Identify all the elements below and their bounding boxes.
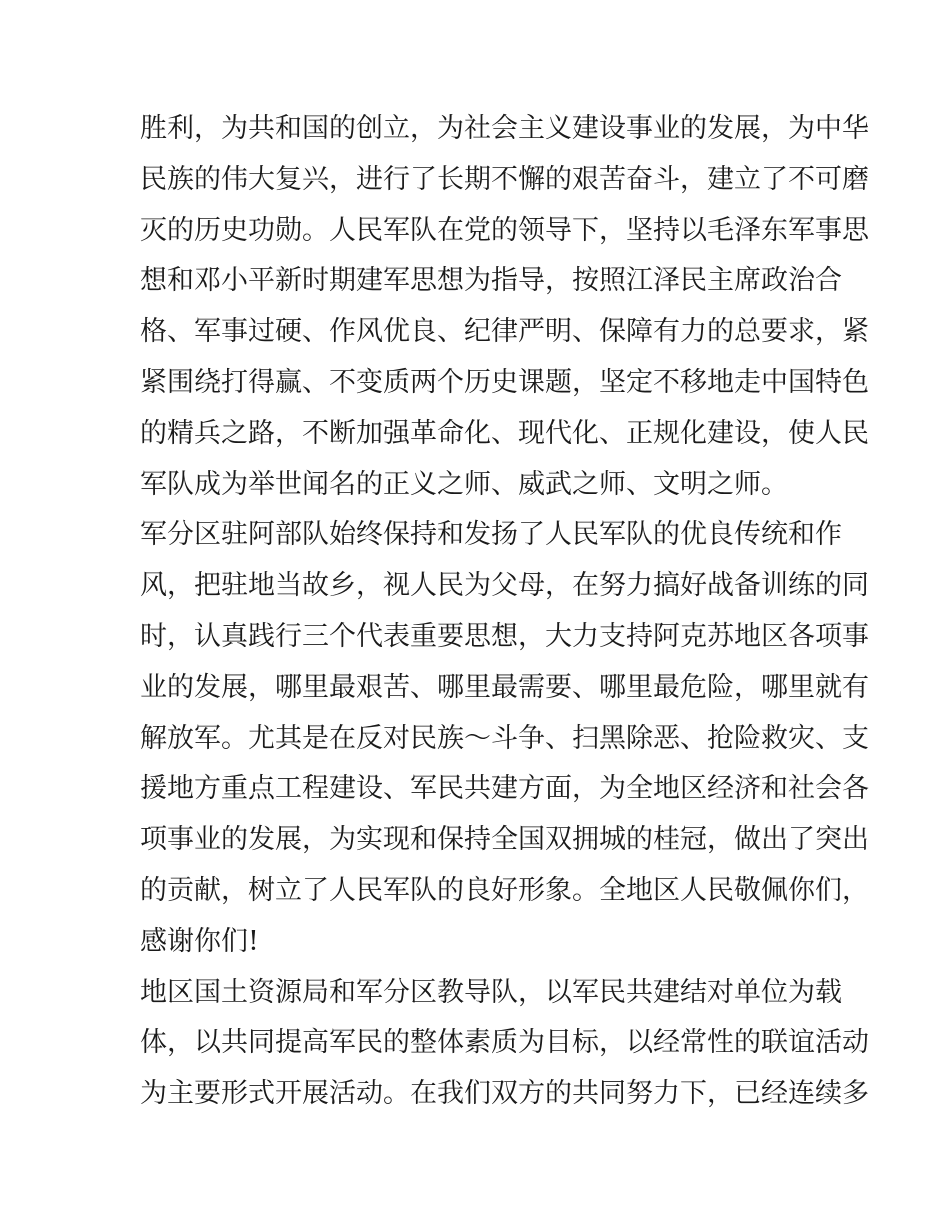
body-text bbox=[140, 104, 869, 1120]
text-line: 体，以共同提高军民的整体素质为目标，以经常性的联谊活动 bbox=[140, 1027, 869, 1059]
text-line: 灭的历史功勋。人民军队在党的领导下，坚持以毛泽东军事思 bbox=[140, 214, 869, 246]
text-line: 时，认真践行三个代表重要思想，大力支持阿克苏地区各项事 bbox=[140, 620, 869, 652]
text-line: 胜利，为共和国的创立，为社会主义建设事业的发展，为中华 bbox=[140, 113, 869, 144]
text-line: 业的发展，哪里最艰苦、哪里最需要、哪里最危险，哪里就有 bbox=[140, 671, 869, 703]
text-line: 民族的伟大复兴，进行了长期不懈的艰苦奋斗，建立了不可磨 bbox=[140, 163, 869, 195]
text-line: 项事业的发展，为实现和保持全国双拥城的桂冠，做出了突出 bbox=[140, 824, 869, 856]
text-line: 风，把驻地当故乡，视人民为父母，在努力搞好战备训练的同 bbox=[140, 570, 869, 602]
text-line: 为主要形式开展活动。在我们双方的共同努力下，已经连续多 bbox=[140, 1078, 869, 1110]
text-line: 援地方重点工程建设、军民共建方面，为全地区经济和社会各 bbox=[140, 773, 869, 805]
text-line: 感谢你们! bbox=[140, 925, 259, 957]
text-line: 的贡献，树立了人民军队的良好形象。全地区人民敬佩你们， bbox=[140, 874, 869, 906]
text-line: 紧围绕打得赢、不变质两个历史课题，坚定不移地走中国特色 bbox=[140, 366, 869, 398]
text-line: 的精兵之路，不断加强革命化、现代化、正规化建设，使人民 bbox=[140, 417, 869, 449]
text-line: 想和邓小平新时期建军思想为指导，按照江泽民主席政治合 bbox=[140, 265, 842, 297]
text-line: 格、军事过硬、作风优良、纪律严明、保障有力的总要求，紧 bbox=[140, 316, 869, 348]
text-line: 军分区驻阿部队始终保持和发扬了人民军队的优良传统和作 bbox=[140, 519, 842, 551]
text-line: 军队成为举世闻名的正义之师、威武之师、文明之师。 bbox=[140, 468, 788, 500]
text-line: 解放军。尤其是在反对民族～斗争、扫黑除恶、抢险救灾、支 bbox=[140, 722, 869, 754]
text-line: 地区国土资源局和军分区教导队，以军民共建结对单位为载 bbox=[140, 976, 842, 1008]
